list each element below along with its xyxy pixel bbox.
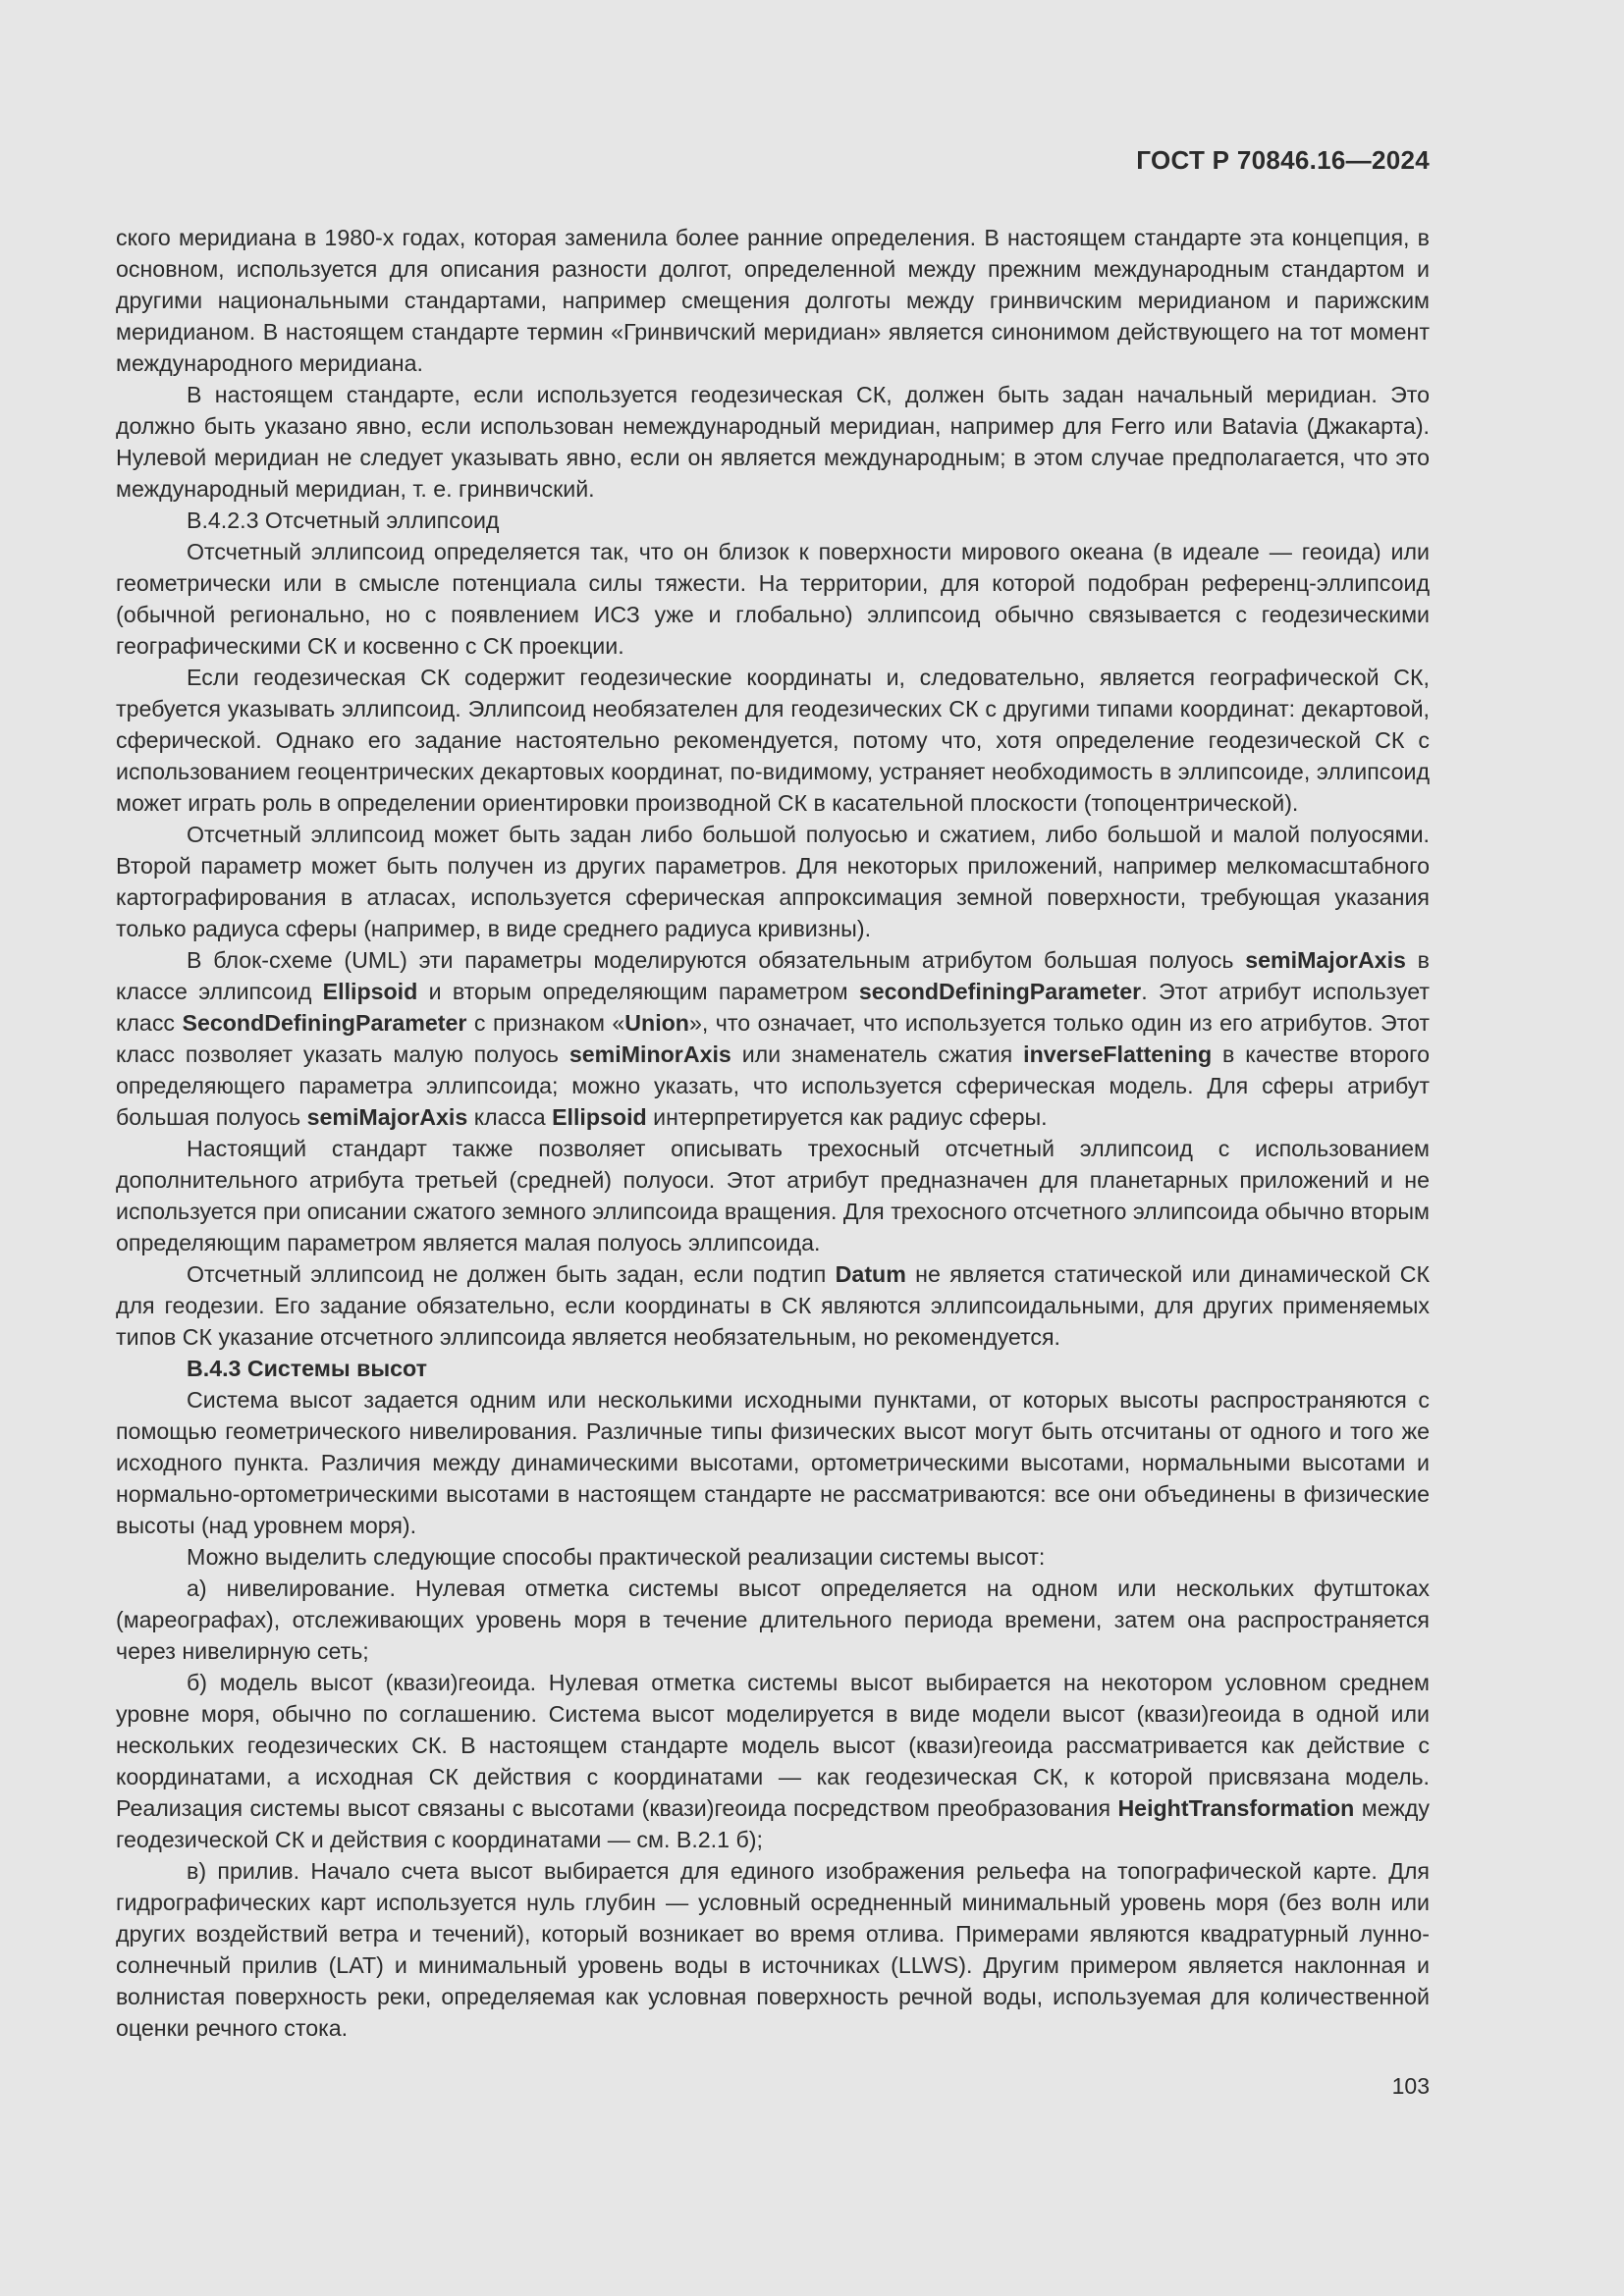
term-datum: Datum xyxy=(835,1261,906,1287)
list-item-leveling: а) нивелирование. Нулевая отметка системы высот определяется на одном или нескольких футштоках (мареографах), отслеживающих уровень моря в течение длительного периода времени, затем она распространяется через нивелирную сеть; xyxy=(116,1575,1430,1664)
text-run: в качестве второго определяющего параметра эллипсоида; можно указать, что используется сферическая модель. Для сферы атрибут большая полуось xyxy=(116,1041,1431,1130)
text-run: Отсчетный эллипсоид не должен быть задан, если подтип xyxy=(187,1261,836,1287)
list-item-tide: в) прилив. Начало счета высот выбирается для единого изображения рельефа на топографической карте. Для гидрографических карт используется нуль глубин — условный осредненный минимальный уровень моря (без волн или других воздействий ветра и течений), который возникает во время отлива. Примерами являются квадратурный лунно-солнечный прилив (LAT) и минимальный уровень воды в источниках (LLWS). Другим примером является наклонная и волнистая поверхность реки, определяемая как условная поверхность речной воды, используемая для количественной оценки речного стока. xyxy=(116,1858,1430,2041)
page-number: 103 xyxy=(1391,2073,1430,2099)
term-ellipsoid: Ellipsoid xyxy=(322,979,418,1004)
paragraph-ellipsoid-definition: Отсчетный эллипсоид определяется так, что он близок к поверхности мирового океана (в идеале — геоида) или геометрически или в смысле потенциала силы тяжести. На территории, для которой подобран референц-эллипсоид (обычной регионально, но с появлением ИСЗ уже и глобально) эллипсоид обычно связывается с геодезическими географическими СК и косвенно с СК проекции. xyxy=(116,539,1430,659)
term-seconddefiningparameter: secondDefiningParameter xyxy=(858,979,1142,1004)
text-run: между геодезической СК и действия с координатами — см. В.2.1 б); xyxy=(116,1795,1430,1852)
paragraph-ellipsoid-datum xyxy=(116,1258,1430,1353)
text-run: В блок-схеме (UML) эти параметры моделируются обязательным атрибутом большая полуось xyxy=(187,947,1246,973)
text-run: б) модель высот (квази)геоида. Нулевая отметка системы высот выбирается на некотором условном среднем уровне моря, обычно по соглашению. Система высот моделируется в виде модели высот (квази)геоида в одной или нескольких геодезических СК. В настоящем стандарте модель высот (квази)геоида рассматривается как действие с координатами, а исходная СК действия с координатами — как геодезическая СК, к которой присвязана модель. Реализация системы высот связаны с высотами (квази)геоида посредством преобразования xyxy=(116,1670,1430,1821)
paragraph-prime-meridian-geodetic: В настоящем стандарте, если используется геодезическая СК, должен быть задан начальный меридиан. Это должно быть указано явно, если использован немеждународный меридиан, например для Ferro или Batavia (Джакарта). Нулевой меридиан не следует указывать явно, если он является международным; в этом случае предполагается, что это международный меридиан, т. е. гринвичский. xyxy=(116,382,1430,502)
term-seconddefiningparameter-class: SecondDefiningParameter xyxy=(182,1010,467,1036)
text-run: класса xyxy=(467,1104,553,1130)
text-run: », что означает, что используется только один из его атрибутов. Этот класс позволяет указать малую полуось xyxy=(116,1010,1430,1067)
paragraph-ellipsoid-parameters: Отсчетный эллипсоид может быть задан либо большой полуосью и сжатием, либо большой и малой полуосями. Второй параметр может быть получен из других параметров. Для некоторых приложений, например мелкомасштабного картографирования в атласах, используется сферическая аппроксимация земной поверхности, требующая указания только радиуса сферы (например, в виде среднего радиуса кривизны). xyxy=(116,822,1430,941)
term-semiminoraxis: semiMinorAxis xyxy=(568,1041,731,1067)
document-body xyxy=(116,222,1430,2044)
section-heading-height-systems: В.4.3 Системы высот xyxy=(187,1356,427,1381)
term-semimajoraxis: semiMajorAxis xyxy=(1245,947,1406,973)
term-heighttransformation: HeightTransformation xyxy=(1117,1795,1355,1821)
term-inverseflattening: inverseFlattening xyxy=(1023,1041,1213,1067)
list-item-geoid-model xyxy=(116,1667,1430,1855)
paragraph-prime-meridian-continued: ского меридиана в 1980-х годах, которая заменила более ранние определения. В настоящем стандарте эта концепция, в основном, используется для описания разности долгот, определенной между прежним международным стандартом и другими национальными стандартами, например смещения долготы между гринвичским меридианом и парижским меридианом. В настоящем стандарте термин «Гринвичский меридиан» является синонимом действующего на тот момент международного меридиана. xyxy=(116,225,1430,376)
text-run: с признаком « xyxy=(466,1010,625,1036)
term-union: Union xyxy=(624,1010,689,1036)
term-semimajoraxis: semiMajorAxis xyxy=(306,1104,468,1130)
paragraph-ellipsoid-requirement: Если геодезическая СК содержит геодезические координаты и, следовательно, является географической СК, требуется указывать эллипсоид. Эллипсоид необязателен для геодезических СК с другими типами координат: декартовой, сферической. Однако его задание настоятельно рекомендуется, потому что, хотя определение геодезической СК с использованием геоцентрических декартовых координат, по-видимому, устраняет необходимость в эллипсоиде, эллипсоид может играть роль в определении ориентировки производной СК в касательной плоскости (топоцентрической). xyxy=(116,665,1430,816)
text-run: в классе эллипсоид xyxy=(116,947,1431,1004)
term-ellipsoid: Ellipsoid xyxy=(552,1104,647,1130)
paragraph-height-system-definition: Система высот задается одним или несколькими исходными пунктами, от которых высоты распространяются с помощью геометрического нивелирования. Различные типы физических высот могут быть отсчитаны от одного и того же исходного пункта. Различия между динамическими высотами, ортометрическими высотами, нормальными высотами и нормально-ортометрическими высотами в настоящем стандарте не рассматриваются: все они объединены в физические высоты (над уровнем моря). xyxy=(116,1387,1430,1538)
text-run: . Этот атрибут использует класс xyxy=(116,979,1430,1036)
text-run: интерпретируется как радиус сферы. xyxy=(646,1104,1048,1130)
text-run: не является статической или динамической СК для геодезии. Его задание обязательно, если координаты в СК являются эллипсоидальными, для других применяемых типов СК указание отсчетного эллипсоида является необязательным, но рекомендуется. xyxy=(116,1261,1430,1350)
document-header: ГОСТ Р 70846.16—2024 xyxy=(1136,145,1430,175)
paragraph-triaxial-ellipsoid: Настоящий стандарт также позволяет описывать трехосный отсчетный эллипсоид с использованием дополнительного атрибута третьей (средней) полуоси. Этот атрибут предназначен для планетарных приложений и не используется при описании сжатого земного эллипсоида вращения. Для трехосного отсчетного эллипсоида обычно вторым определяющим параметром является малая полуось эллипсоида. xyxy=(116,1136,1430,1255)
paragraph-ellipsoid-uml xyxy=(116,944,1430,1133)
paragraph-height-realization-intro: Можно выделить следующие способы практической реализации системы высот: xyxy=(187,1544,1046,1570)
section-heading-ellipsoid: В.4.2.3 Отсчетный эллипсоид xyxy=(187,507,500,533)
text-run: и вторым определяющим параметром xyxy=(417,979,859,1004)
text-run: или знаменатель сжатия xyxy=(731,1041,1024,1067)
